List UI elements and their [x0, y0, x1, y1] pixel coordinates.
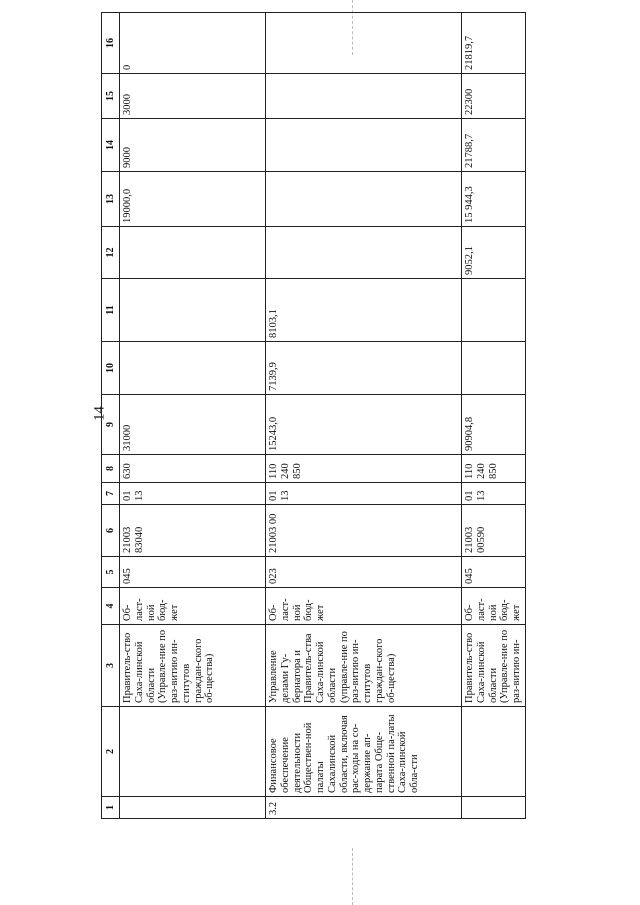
- cell-year-value: [266, 74, 462, 119]
- cell-year-value: 21788,7: [462, 119, 526, 172]
- cell-funding-source: Об-ласт-ной бюд-жет: [462, 588, 526, 625]
- cell-year-value: 8103,1: [266, 279, 462, 342]
- col-header: 4: [102, 588, 120, 625]
- cell-year-value: 0: [120, 13, 266, 74]
- cell-funding-source: Об-ласт-ной бюд-жет: [266, 588, 462, 625]
- cell-item-number: 3.2: [266, 797, 462, 819]
- cell-year-value: 15 944,3: [462, 172, 526, 227]
- cell-year-value: [120, 279, 266, 342]
- cell-total: 31000: [120, 395, 266, 455]
- col-header: 6: [102, 505, 120, 557]
- col-header: 7: [102, 483, 120, 505]
- cell-year-value: [266, 13, 462, 74]
- col-header: 3: [102, 625, 120, 707]
- cell-year-value: 9052,1: [462, 227, 526, 279]
- cell-year-value: 9000: [120, 119, 266, 172]
- col-header: 10: [102, 342, 120, 395]
- cell-total: 90904,8: [462, 395, 526, 455]
- cell-code-7: 01 13: [120, 483, 266, 505]
- table-header-row: [102, 13, 120, 819]
- cell-code-5: 045: [120, 557, 266, 588]
- cell-year-value: 21819,7: [462, 13, 526, 74]
- col-header: 9: [102, 395, 120, 455]
- cell-activity: Финансовое обеспечение деятельности Обществен-ной палаты Сахалинской области, включая рас-ходы на со-держание ап-парата Обще-ственной па-латы Саха-линской обла-сти: [266, 707, 462, 797]
- cell-executor: Правитель-ство Саха-линской области (Управле-ние по раз-витию ин-ститутов граждан-ского об-щества): [120, 625, 266, 707]
- col-header: 16: [102, 13, 120, 74]
- col-header: 1: [102, 797, 120, 819]
- cell-total: 15243,0: [266, 395, 462, 455]
- budget-table-frame: [101, 13, 522, 819]
- col-header: 8: [102, 455, 120, 483]
- cell-activity: [120, 707, 266, 797]
- cell-code-8: 630: [120, 455, 266, 483]
- cell-year-value: [266, 172, 462, 227]
- cell-code-6: 21003 83040: [120, 505, 266, 557]
- cell-year-value: [266, 227, 462, 279]
- cell-executor: Управление делами Гу-бернатора и Правитель-ства Саха-линской области (управле-ние по раз-витию ин-ститутов граждан-ского об-щества): [266, 625, 462, 707]
- cell-code-6: 21003 00: [266, 505, 462, 557]
- cell-item-number: [462, 797, 526, 819]
- col-header: 14: [102, 119, 120, 172]
- table-row: [462, 13, 526, 819]
- table-row: [120, 13, 266, 819]
- col-header: 12: [102, 227, 120, 279]
- cell-year-value: [120, 227, 266, 279]
- col-header: 13: [102, 172, 120, 227]
- cell-code-5: 023: [266, 557, 462, 588]
- col-header: 11: [102, 279, 120, 342]
- col-header: 5: [102, 557, 120, 588]
- cell-year-value: [266, 119, 462, 172]
- col-header: 2: [102, 707, 120, 797]
- cell-year-value: 3000: [120, 74, 266, 119]
- cell-item-number: [120, 797, 266, 819]
- cell-year-value: [462, 279, 526, 342]
- cell-funding-source: Об-ласт-ной бюд-жет: [120, 588, 266, 625]
- cell-year-value: 22300: [462, 74, 526, 119]
- cell-code-5: 045: [462, 557, 526, 588]
- cell-year-value: 7139,9: [266, 342, 462, 395]
- cell-code-7: 01 13: [462, 483, 526, 505]
- cell-activity: [462, 707, 526, 797]
- budget-table-rotated: [101, 13, 522, 819]
- budget-table: [101, 12, 526, 819]
- cell-year-value: [120, 342, 266, 395]
- cell-code-6: 21003 00590: [462, 505, 526, 557]
- table-row: [266, 13, 462, 819]
- cell-year-value: 19000,0: [120, 172, 266, 227]
- cell-code-8: 110 240 850: [266, 455, 462, 483]
- page-number: 14: [91, 406, 108, 421]
- col-header: 15: [102, 74, 120, 119]
- cell-code-7: 01 13: [266, 483, 462, 505]
- cell-code-8: 110 240 850: [462, 455, 526, 483]
- cell-executor: Правитель-ство Саха-линской области (Управле-ние по раз-витию ин-: [462, 625, 526, 707]
- scan-edge-mark-bottom: [352, 848, 354, 905]
- cell-year-value: [462, 342, 526, 395]
